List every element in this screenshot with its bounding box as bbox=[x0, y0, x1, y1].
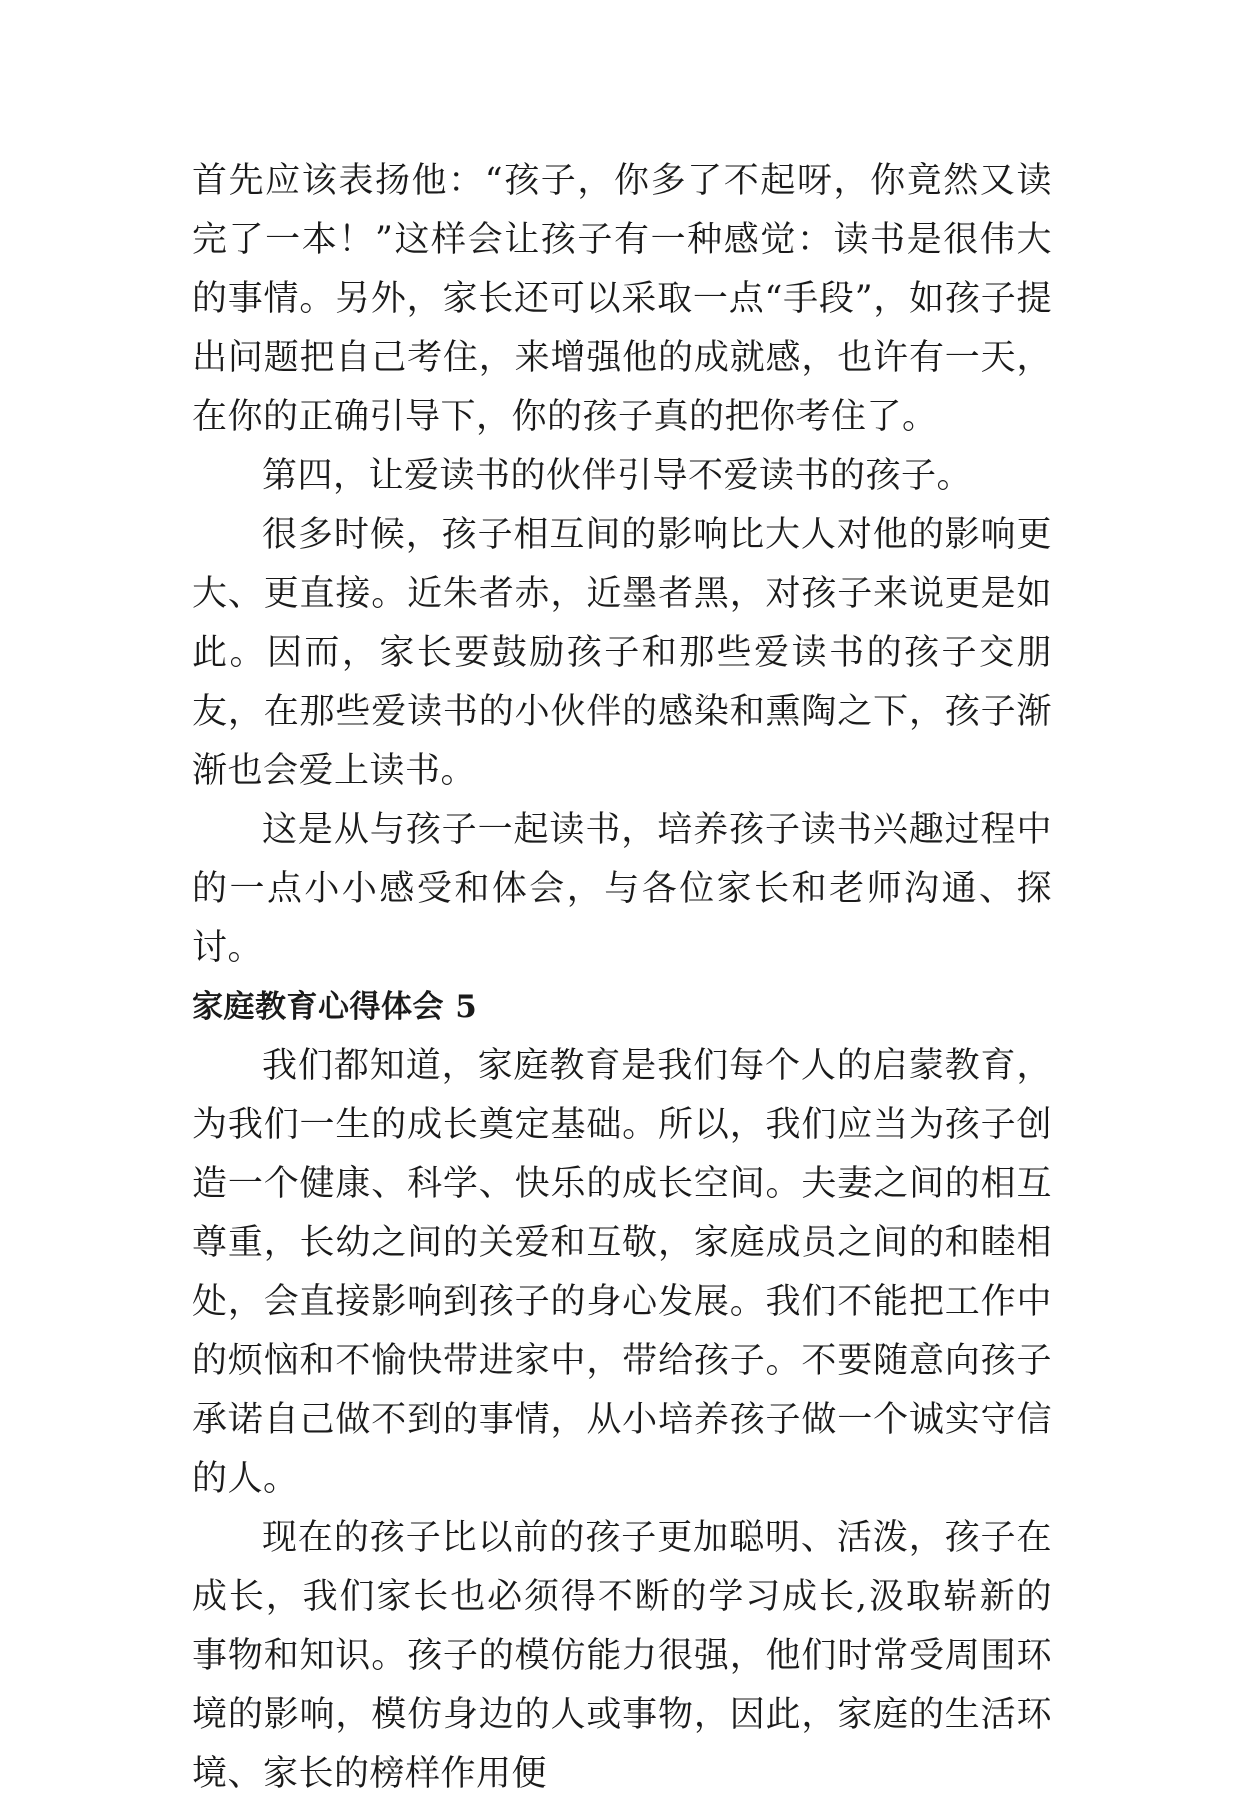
document-body bbox=[192, 152, 1052, 1804]
paragraph-point-four: 第四，让爱读书的伙伴引导不爱读书的孩子。 bbox=[262, 456, 973, 496]
paragraph-family-education: 我们都知道，家庭教育是我们每个人的启蒙教育，为我们一生的成长奠定基础。所以，我们应当为孩子创造一个健康、科学、快乐的成长空间。夫妻之间的相互尊重，长幼之间的关爱和互敬，家庭成员之间的和睦相处，会直接影响到孩子的身心发展。我们不能把工作中的烦恼和不愉快带进家中，带给孩子。不要随意向孩子承诺自己做不到的事情，从小培养孩子做一个诚实守信的人。 bbox=[192, 1046, 1052, 1499]
section-title: 家庭教育心得体会 5 bbox=[192, 989, 478, 1025]
paragraph-peer-influence: 很多时候，孩子相互间的影响比大人对他的影响更大、更直接。近朱者赤，近墨者黑，对孩子来说更是如此。因而，家长要鼓励孩子和那些爱读书的孩子交朋友，在那些爱读书的小伙伴的感染和熏陶之下，孩子渐渐也会爱上读书。 bbox=[192, 515, 1052, 791]
paragraph-praise-reading: 首先应该表扬他：“孩子，你多了不起呀，你竟然又读完了一本！”这样会让孩子有一种感觉：读书是很伟大的事情。另外，家长还可以采取一点“手段”，如孩子提出问题把自己考住，来增强他的成就感，也许有一天，在你的正确引导下，你的孩子真的把你考住了。 bbox=[192, 161, 1052, 437]
paragraph-children-today: 现在的孩子比以前的孩子更加聪明、活泼，孩子在成长，我们家长也必须得不断的学习成长,汲取崭新的事物和知识。孩子的模仿能力很强，他们时常受周围环境的影响，模仿身边的人或事物，因此，家庭的生活环境、家长的榜样作用便 bbox=[192, 1518, 1052, 1794]
paragraph-conclusion: 这是从与孩子一起读书，培养孩子读书兴趣过程中的一点小小感受和体会，与各位家长和老师沟通、探讨。 bbox=[192, 810, 1052, 968]
